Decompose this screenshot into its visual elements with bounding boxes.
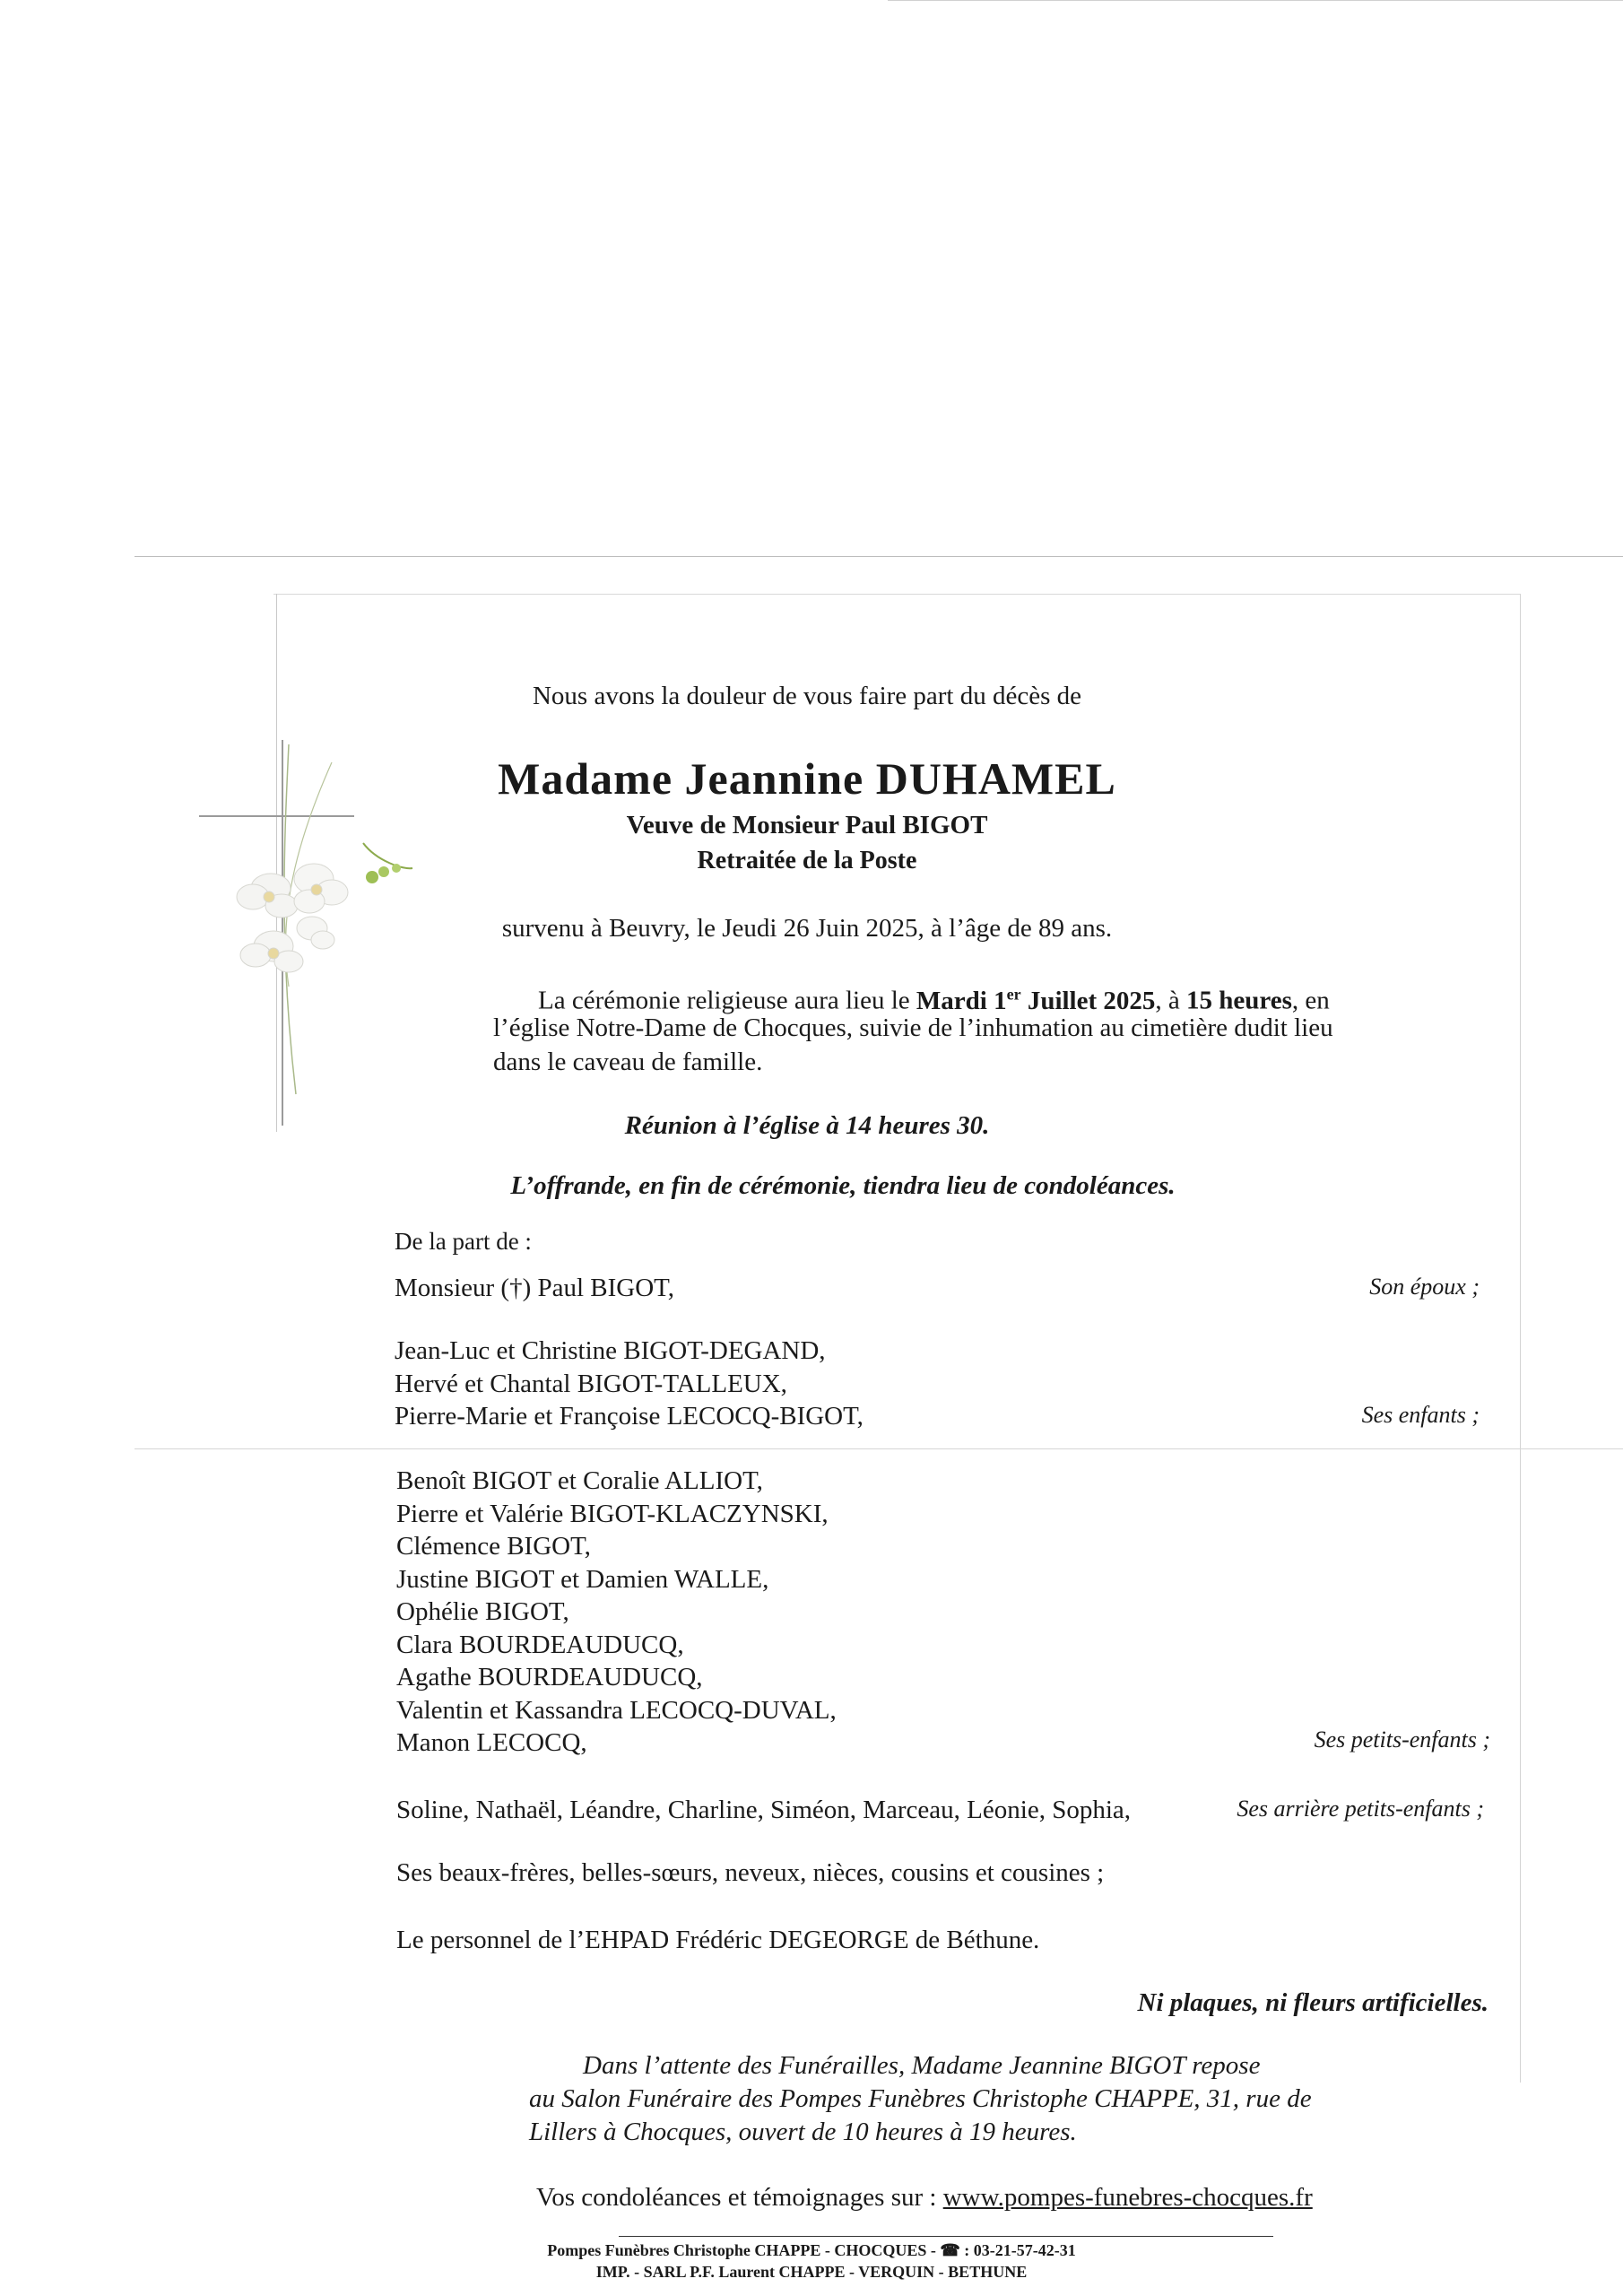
card-right-border: [1520, 594, 1521, 2083]
occupation-text: Retraitée de la Poste: [697, 847, 917, 874]
reunion-text: Réunion à l’église à 14 heures 30.: [624, 1111, 990, 1140]
card-top-fold: [135, 556, 1623, 557]
spouse-name: Monsieur (†) Paul BIGOT,: [395, 1274, 674, 1302]
ceremony-day-text: Mardi 1: [916, 986, 1007, 1015]
grandchild-item: Justine BIGOT et Damien WALLE,: [396, 1564, 769, 1594]
ceremony-month: Juillet 2025: [1020, 986, 1156, 1015]
middle-fold-line: [135, 1448, 1623, 1449]
card-inner-top: [273, 594, 1520, 595]
ceremony-end: , en: [1291, 986, 1330, 1015]
footer-line-2: IMP. - SARL P.F. Laurent CHAPPE - VERQUIN - BETHUNE: [595, 2263, 1028, 2281]
deceased-name: Madame Jeannine DUHAMEL: [498, 753, 1116, 804]
footer-divider: [619, 2236, 1273, 2237]
spouse-role: Son époux ;: [1369, 1274, 1480, 1300]
child-item: Jean-Luc et Christine BIGOT-DEGAND,: [395, 1336, 826, 1365]
condolences-label: Vos condoléances et témoignages sur :: [536, 2183, 943, 2212]
grandchild-item: Agathe BOURDEAUDUCQ,: [396, 1663, 703, 1692]
offrande-text: L’offrande, en fin de cérémonie, tiendra lieu de condoléances.: [510, 1171, 1176, 1200]
grandchild-item: Manon LECOCQ,: [396, 1728, 587, 1757]
grandchildren-role: Ses petits-enfants ;: [1314, 1726, 1490, 1752]
in-laws-text: Ses beaux-frères, belles-sœurs, neveux, nièces, cousins et cousines ;: [396, 1858, 1105, 1887]
no-flowers-text: Ni plaques, ni fleurs artificielles.: [1137, 1988, 1488, 2017]
widow-of-text: Veuve de Monsieur Paul BIGOT: [626, 811, 988, 839]
child-item: Hervé et Chantal BIGOT-TALLEUX,: [395, 1369, 787, 1398]
ceremony-time: 15 heures: [1186, 986, 1292, 1015]
grandchild-item: Clara BOURDEAUDUCQ,: [396, 1630, 684, 1659]
rest-notice-line-1: Dans l’attente des Funérailles, Madame Jeannine BIGOT repose: [583, 2051, 1261, 2080]
footer-line-1: Pompes Funèbres Christophe CHAPPE - CHOCQUES - ☎ : 03-21-57-42-31: [547, 2241, 1076, 2259]
top-edge-line: [888, 0, 1623, 1]
condolences-link[interactable]: www.pompes-funebres-chocques.fr: [942, 2183, 1313, 2212]
ceremony-sep: , à: [1155, 986, 1187, 1015]
grandchild-item: Clémence BIGOT,: [396, 1532, 591, 1561]
death-notice: survenu à Beuvry, le Jeudi 26 Juin 2025, à l’âge de 89 ans.: [501, 914, 1113, 943]
intro-text: Nous avons la douleur de vous faire part du décès de: [532, 682, 1082, 710]
condolences-line: [536, 2181, 1313, 2213]
ceremony-intro: La cérémonie religieuse aura lieu le: [538, 986, 916, 1015]
grandchildren-list: [396, 1465, 837, 1760]
grandchild-item: Valentin et Kassandra LECOCQ-DUVAL,: [396, 1695, 837, 1725]
from-label: De la part de :: [395, 1228, 532, 1255]
staff-text: Le personnel de l’EHPAD Frédéric DEGEORGE de Béthune.: [396, 1926, 1040, 1954]
children-list: [395, 1335, 864, 1433]
rest-notice-line-2: au Salon Funéraire des Pompes Funèbres Christophe CHAPPE, 31, rue de: [529, 2084, 1312, 2113]
orchid-flower-1: [237, 874, 298, 918]
rest-notice-line-3: Lillers à Chocques, ouvert de 10 heures à 19 heures.: [529, 2118, 1077, 2146]
great-grandchildren-role: Ses arrière petits-enfants ;: [1237, 1796, 1484, 1822]
grandchild-item: Ophélie BIGOT,: [396, 1597, 569, 1626]
children-role: Ses enfants ;: [1361, 1402, 1480, 1428]
ceremony-day-sup: er: [1006, 985, 1021, 1003]
grandchild-item: Benoît BIGOT et Coralie ALLIOT,: [396, 1466, 763, 1495]
grandchild-item: Pierre et Valérie BIGOT-KLACZYNSKI,: [396, 1499, 829, 1528]
ceremony-line-3: dans le caveau de famille.: [493, 1048, 763, 1076]
ceremony-line-2: l’église Notre-Dame de Chocques, suivie de l’inhumation au cimetière dudit lieu: [493, 1013, 1333, 1042]
great-grandchildren-names: Soline, Nathaël, Léandre, Charline, Siméon, Marceau, Léonie, Sophia,: [396, 1796, 1131, 1824]
child-item: Pierre-Marie et Françoise LECOCQ-BIGOT,: [395, 1402, 864, 1431]
ceremony-day: [916, 987, 1156, 1015]
